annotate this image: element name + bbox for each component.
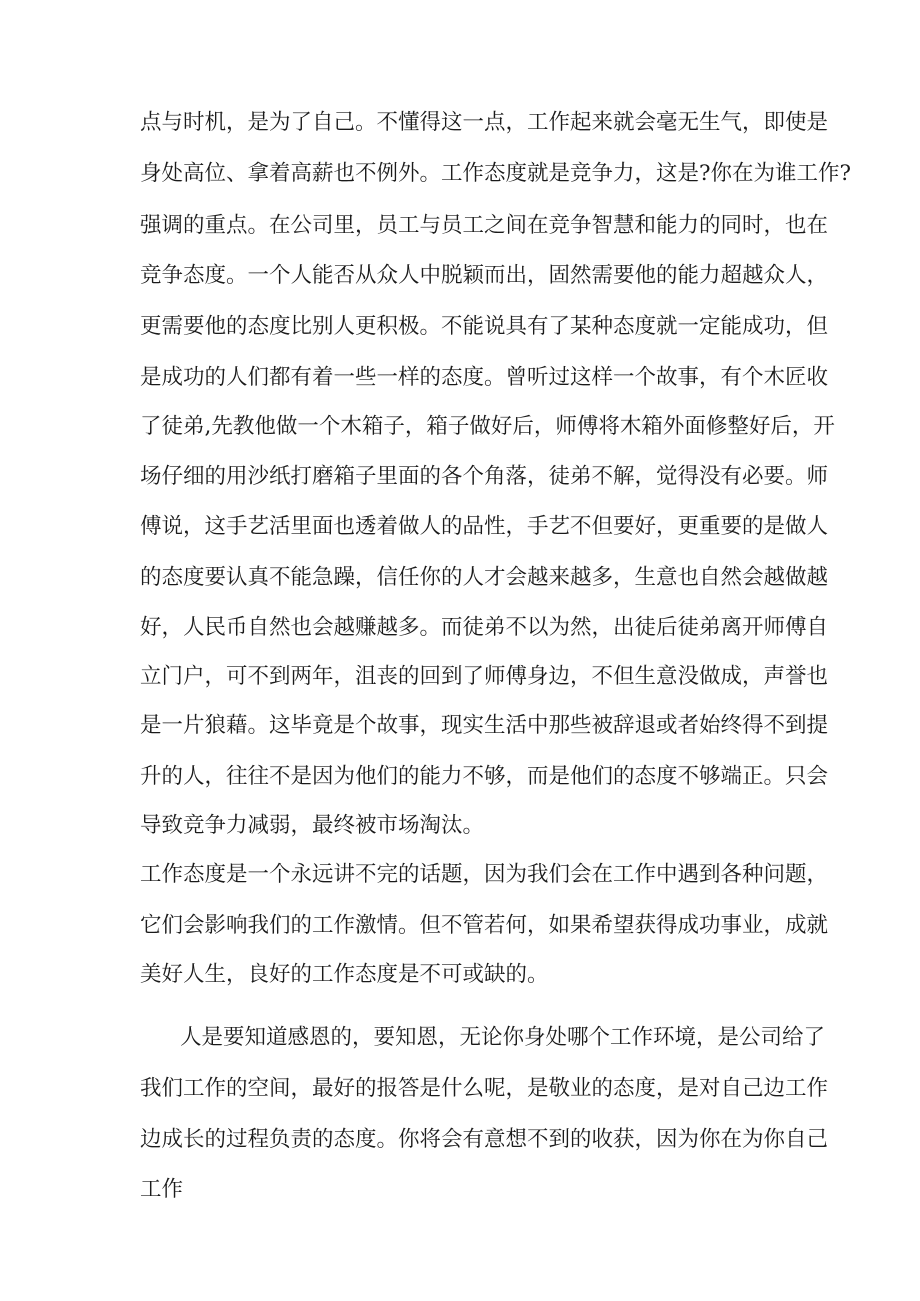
- text-line: 傅说，这手艺活里面也透着做人的品性，手艺不但要好，更重要的是做人: [140, 514, 829, 539]
- text-line: 工作: [140, 1177, 184, 1202]
- text-line: 场仔细的用沙纸打磨箱子里面的各个角落，徒弟不解，觉得没有必要。师: [140, 464, 829, 489]
- text-line: 了徒弟,先教他做一个木箱子，箱子做好后，师傅将木箱外面修整好后，开: [140, 414, 835, 439]
- text-line: 身处高位、拿着高薪也不例外。工作态度就是竞争力，这是?你在为谁工作?: [140, 161, 852, 186]
- text-line: 是一片狼藉。这毕竟是个故事，现实生活中那些被辞退或者始终得不到提: [140, 713, 829, 738]
- text-line: 是成功的人们都有着一些一样的态度。曾听过这样一个故事，有个木匠收: [140, 365, 829, 390]
- text-line: 导致竞争力减弱，最终被市场淘汰。: [140, 813, 485, 838]
- text-line: 边成长的过程负责的态度。你将会有意想不到的收获，因为你在为你自己: [140, 1127, 829, 1152]
- text-line: 工作态度是一个永远讲不完的话题，因为我们会在工作中遇到各种问题，: [140, 862, 829, 887]
- text-line: 竞争态度。一个人能否从众人中脱颖而出，固然需要他的能力超越众人，: [140, 263, 829, 288]
- text-line: 强调的重点。在公司里，员工与员工之间在竞争智慧和能力的同时，也在: [140, 213, 829, 238]
- text-line: 点与时机，是为了自己。不懂得这一点，工作起来就会毫无生气，即使是: [140, 110, 829, 135]
- text-line: 立门户，可不到两年，沮丧的回到了师傅身边，不但生意没做成，声誉也: [140, 664, 829, 689]
- text-line: 更需要他的态度比别人更积极。不能说具有了某种态度就一定能成功，但: [140, 314, 829, 339]
- text-line: 它们会影响我们的工作激情。但不管若何，如果希望获得成功事业，成就: [140, 913, 829, 938]
- paragraph-first-line: 人是要知道感恩的，要知恩，无论你身处哪个工作环境，是公司给了: [180, 1025, 826, 1050]
- text-line: 美好人生，良好的工作态度是不可或缺的。: [140, 962, 549, 987]
- text-line: 升的人，往往不是因为他们的能力不够，而是他们的态度不够端正。只会: [140, 764, 829, 789]
- text-line: 我们工作的空间，最好的报答是什么呢，是敬业的态度，是对自己边工作: [140, 1076, 829, 1101]
- text-line: 好，人民币自然也会越赚越多。而徒弟不以为然，出徒后徒弟离开师傅自: [140, 615, 829, 640]
- text-line: 的态度要认真不能急躁，信任你的人才会越来越多，生意也自然会越做越: [140, 565, 829, 590]
